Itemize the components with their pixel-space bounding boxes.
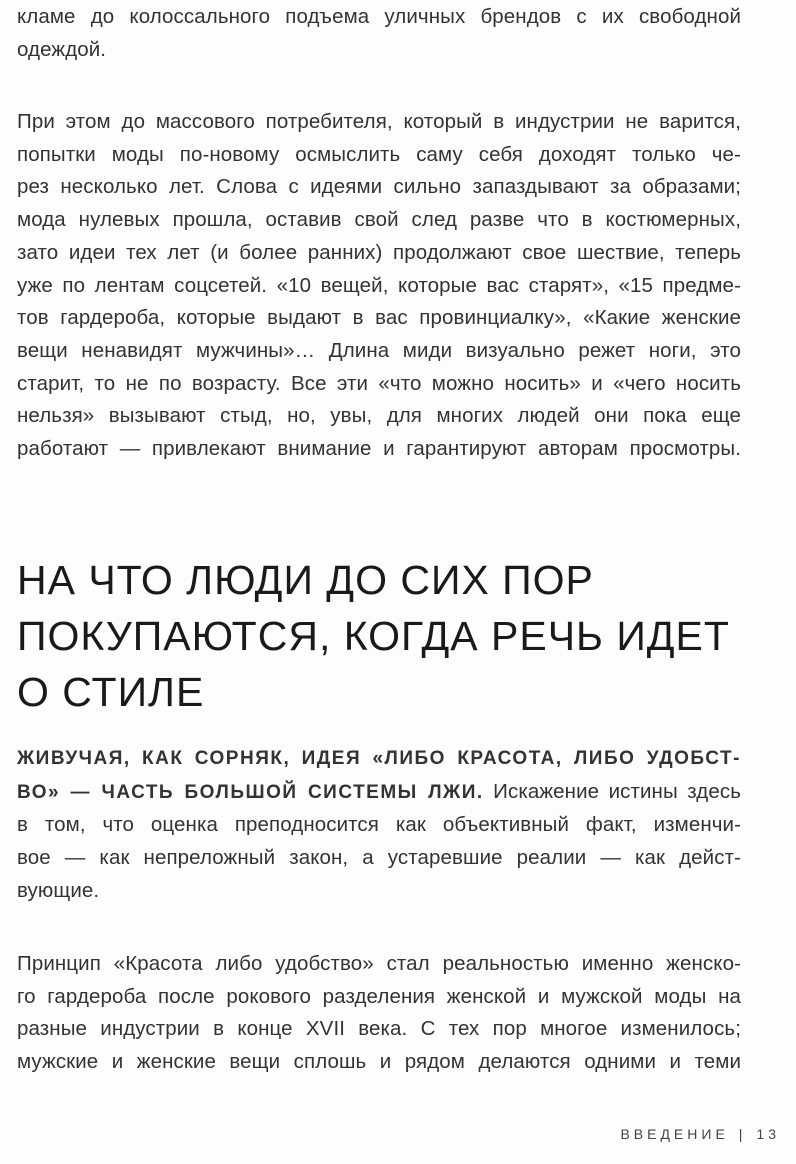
page-footer: [620, 1126, 780, 1142]
text-line: работают — привлекают внимание и гарантируют авторам просмотры.: [17, 437, 741, 461]
text-line: уже по лентам соцсетей. «10 вещей, которые вас старят», «15 предме-: [17, 273, 741, 297]
caps-lead-in: ВО» — ЧАСТЬ БОЛЬШОЙ СИСТЕМЫ ЛЖИ.: [17, 781, 484, 803]
text-line: зато идеи тех лет (и более ранних) продолжают свое шествие, теперь: [17, 240, 741, 264]
text-line: вующие.: [17, 878, 100, 902]
text-line: го гардероба после рокового разделения женской и мужской моды на: [17, 984, 741, 1008]
footer-separator: |: [738, 1126, 747, 1142]
heading-line: ПОКУПАЮТСЯ, КОГДА РЕЧЬ ИДЕТ: [17, 613, 730, 659]
paragraph-continuation: [17, 1, 741, 66]
paragraph-principle: [17, 948, 741, 1079]
text-line: старит, то не по возрасту. Все эти «что можно носить» и «чего носить: [17, 371, 741, 395]
text-line: кламе до колоссального подъема уличных брендов с их свободной: [17, 5, 741, 28]
text-line: вещи ненавидят мужчины»… Длина миди визуально режет ноги, это: [17, 338, 741, 362]
text-line: При этом до массового потребителя, который в индустрии не варится,: [17, 110, 741, 133]
text-line: тов гардероба, которые выдают в вас провинциалку», «Какие женские: [17, 306, 741, 330]
section-heading: [17, 552, 757, 720]
text-line: разные индустрии в конце XVII века. С тех пор многое изменилось;: [17, 1017, 741, 1041]
text-line: Принцип «Красота либо удобство» стал реальностью именно женско-: [17, 952, 741, 975]
heading-line: О СТИЛЕ: [17, 669, 205, 715]
text-line: рез несколько лет. Слова с идеями сильно запаздывают за образами;: [17, 175, 741, 199]
text-line: в том, что оценка преподносится как объективный факт, изменчи-: [17, 813, 741, 837]
text-run: Искажение истины здесь: [483, 779, 741, 803]
caps-lead-in: ЖИВУЧАЯ, КАК СОРНЯК, ИДЕЯ «ЛИБО КРАСОТА, ЛИБО УДОБСТ-: [17, 748, 741, 769]
paragraph-beauty-or-comfort: [17, 742, 741, 908]
text-line: [17, 776, 741, 810]
text-line: мода нулевых прошла, оставив свой след разве что в костюмерных,: [17, 208, 741, 232]
text-line: [17, 742, 741, 776]
running-section-title: ВВЕДЕНИЕ: [620, 1126, 729, 1142]
text-line: попытки моды по-новому осмыслить саму себя доходят только че-: [17, 142, 741, 166]
text-line: мужские и женские вещи сплошь и рядом делаются одними и теми: [17, 1050, 741, 1074]
page-number: 13: [756, 1126, 780, 1142]
text-line: одеждой.: [17, 37, 107, 61]
text-line: нельзя» вызывают стыд, но, увы, для многих людей они пока еще: [17, 404, 741, 428]
text-line: вое — как непреложный закон, а устаревшие реалии — как дейст-: [17, 846, 741, 870]
heading-line: НА ЧТО ЛЮДИ ДО СИХ ПОР: [17, 557, 594, 603]
paragraph-mass-consumer: [17, 106, 741, 466]
